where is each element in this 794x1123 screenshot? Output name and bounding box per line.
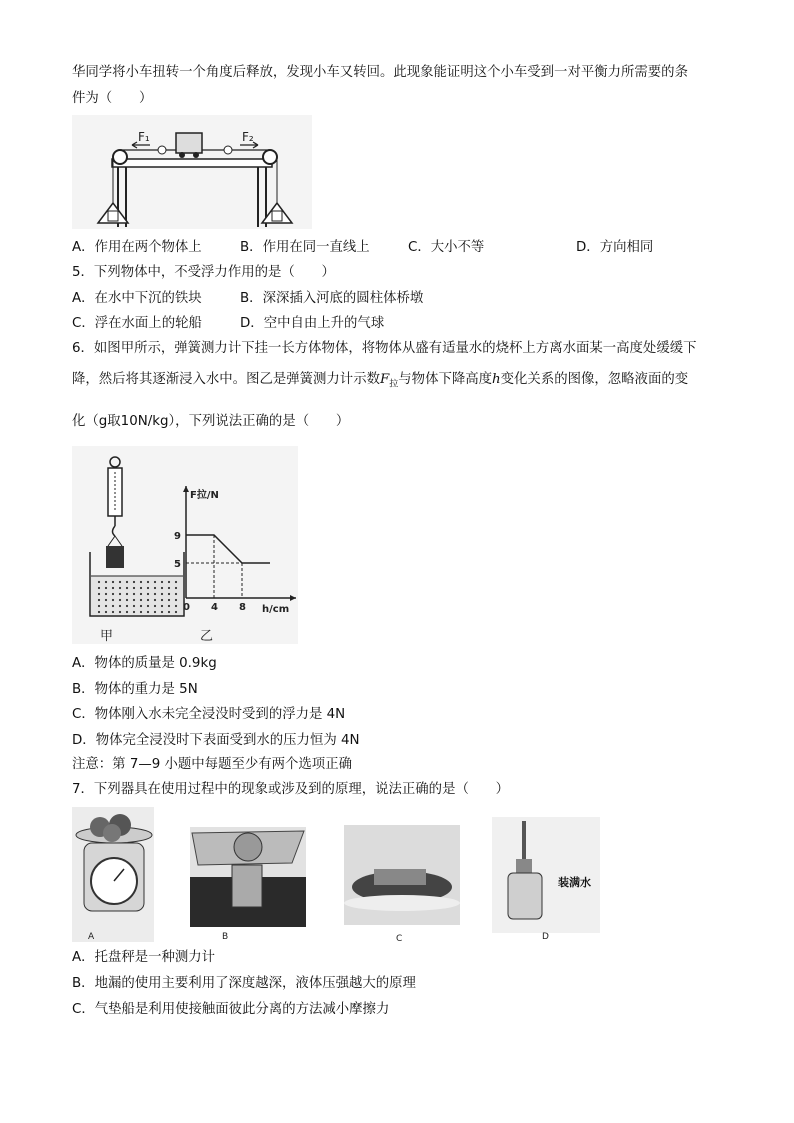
water-dot	[119, 587, 121, 589]
q4-option-d: D．方向相同	[576, 240, 654, 255]
water-dot	[126, 599, 128, 601]
water-dot	[175, 593, 177, 595]
hovercraft-image	[344, 825, 460, 925]
water-dot	[133, 587, 135, 589]
water-dot	[140, 599, 142, 601]
q7-figures	[72, 807, 602, 942]
water-dot	[140, 605, 142, 607]
water-dot	[175, 605, 177, 607]
q4-option-b: B．作用在同一直线上	[240, 240, 370, 255]
floor-drain-image	[190, 827, 306, 927]
water-dot	[98, 611, 100, 613]
q5-option-d: D．空中自由上升的气球	[240, 316, 385, 331]
water-dot	[175, 587, 177, 589]
water-dot	[168, 587, 170, 589]
water-dot	[168, 581, 170, 583]
water-dot	[126, 605, 128, 607]
water-dot	[147, 581, 149, 583]
q6-stem-line3: 化（g取10N/kg），下列说法正确的是（ ）	[72, 414, 350, 429]
water-dot	[147, 605, 149, 607]
water-dot	[154, 581, 156, 583]
water-dot	[112, 581, 114, 583]
water-dot	[105, 599, 107, 601]
water-dot	[98, 587, 100, 589]
q5-option-a: A．在水中下沉的铁块	[72, 291, 202, 306]
water-dot	[133, 611, 135, 613]
water-dot	[154, 599, 156, 601]
q4-figure	[72, 115, 312, 229]
water-dot	[168, 593, 170, 595]
water-dot	[133, 599, 135, 601]
q6-line2-part-b: 与物体下降高度	[398, 372, 493, 387]
water-dot	[112, 611, 114, 613]
water-dot	[161, 587, 163, 589]
water-dot	[175, 599, 177, 601]
fig-c-label: C	[396, 934, 403, 942]
water-dot	[119, 605, 121, 607]
q6-h-symbol: h	[492, 372, 501, 387]
water-dot	[168, 599, 170, 601]
water-dot	[161, 581, 163, 583]
water-dot	[147, 599, 149, 601]
water-dot	[112, 605, 114, 607]
series-line	[186, 535, 270, 563]
q6-figure	[72, 446, 298, 644]
water-dot	[126, 581, 128, 583]
water-dot	[112, 593, 114, 595]
q6-option-d: D．物体完全浸没时下表面受到水的压力恒为 4N	[72, 733, 360, 748]
water-dot	[133, 605, 135, 607]
water-dot	[168, 611, 170, 613]
q6-option-c: C．物体刚入水未完全浸没时受到的浮力是 4N	[72, 707, 346, 722]
y-axis-arrow	[183, 486, 189, 492]
water-dot	[119, 611, 121, 613]
water-dot	[112, 587, 114, 589]
x-tick-label: 8	[239, 602, 246, 613]
water-dot	[112, 599, 114, 601]
water-dot	[161, 605, 163, 607]
q6-line2-part-c: 变化关系的图像，忽略液面的变	[500, 372, 689, 387]
q6-option-b: B．物体的重力是 5N	[72, 682, 198, 697]
water-dot	[98, 593, 100, 595]
water-dot	[154, 587, 156, 589]
water-dot	[105, 581, 107, 583]
x-tick-label: 0	[183, 602, 190, 613]
water-dot	[175, 581, 177, 583]
water-dot	[140, 581, 142, 583]
q4-option-c: C．大小不等	[408, 240, 485, 255]
water-dot	[147, 593, 149, 595]
water-dot	[140, 593, 142, 595]
water-dot	[147, 611, 149, 613]
water-dot	[119, 581, 121, 583]
water-dot	[98, 581, 100, 583]
q4-f2-label: F₂	[242, 130, 254, 144]
water-dot	[105, 587, 107, 589]
water-dot	[98, 599, 100, 601]
water-dot	[161, 599, 163, 601]
water-dot	[126, 593, 128, 595]
fig-d-water-label: 装满水	[558, 876, 591, 889]
x-tick-label: 4	[211, 602, 218, 613]
water-dot	[140, 587, 142, 589]
q5-stem: 5．下列物体中，不受浮力作用的是（ ）	[72, 265, 335, 280]
q7-option-b: B．地漏的使用主要利用了深度越深，液体压强越大的原理	[72, 976, 416, 991]
y-tick-label: 5	[174, 559, 181, 570]
water-dot	[147, 587, 149, 589]
q6-stem-line1: 6．如图甲所示，弹簧测力计下挂一长方体物体，将物体从盛有适量水的烧杯上方离水面某一高度处缓缓下	[72, 341, 697, 356]
water-dot	[105, 593, 107, 595]
q6-f-subscript: 拉	[389, 379, 399, 390]
q4-option-a: A．作用在两个物体上	[72, 240, 202, 255]
note-multiple-choice: 注意：第 7—9 小题中每题至少有两个选项正确	[72, 757, 352, 772]
y-tick-label: 9	[174, 531, 181, 542]
water-dot	[98, 605, 100, 607]
q5-option-b: B．深深插入河底的圆柱体桥墩	[240, 291, 424, 306]
q6-option-a: A．物体的质量是 0.9kg	[72, 656, 217, 671]
q7-option-a: A．托盘秤是一种测力计	[72, 950, 216, 965]
water-dot	[168, 605, 170, 607]
q6-f-symbol: F	[379, 372, 390, 387]
water-dot	[154, 611, 156, 613]
water-dot	[154, 593, 156, 595]
x-axis-label: h/cm	[262, 604, 290, 615]
water-dot	[105, 605, 107, 607]
q6-line2-part-a: 降，然后将其逐渐浸入水中。图乙是弹簧测力计示数	[72, 372, 380, 387]
q7-stem: 7．下列器具在使用过程中的现象或涉及到的原理，说法正确的是（ ）	[72, 782, 510, 797]
x-axis-arrow	[290, 595, 296, 601]
q7-option-c: C．气垫船是利用使接触面彼此分离的方法减小摩擦力	[72, 1002, 390, 1017]
q6-stem-line2	[72, 370, 688, 395]
q4-stem-line2: 件为（ ）	[72, 91, 153, 106]
q4-stem-line1: 华同学将小车扭转一个角度后释放，发现小车又转回。此现象能证明这个小车受到一对平衡力所需要的条	[72, 65, 688, 80]
water-dot	[175, 611, 177, 613]
water-dot	[133, 581, 135, 583]
water-dot	[126, 587, 128, 589]
water-bottle-image	[492, 817, 600, 933]
y-axis-label: F拉/N	[190, 490, 219, 501]
q5-option-c: C．浮在水面上的轮船	[72, 316, 202, 331]
fig-yi-label: 乙	[200, 629, 214, 644]
water-dot	[119, 593, 121, 595]
water-dot	[140, 611, 142, 613]
water-dot	[133, 593, 135, 595]
q4-f1-label: F₁	[138, 130, 150, 144]
force-height-graph	[174, 486, 296, 615]
tray-scale-image	[72, 807, 154, 942]
water-dot	[161, 611, 163, 613]
water-dot	[161, 593, 163, 595]
water-dot	[154, 605, 156, 607]
fig-b-label: B	[222, 932, 229, 942]
spring-scale-diagram	[90, 457, 184, 616]
water-dot	[119, 599, 121, 601]
fig-jia-label: 甲	[100, 629, 114, 644]
fig-a-label: A	[88, 932, 95, 942]
water-dot	[126, 611, 128, 613]
fig-d-label: D	[542, 932, 549, 942]
water-dot	[105, 611, 107, 613]
